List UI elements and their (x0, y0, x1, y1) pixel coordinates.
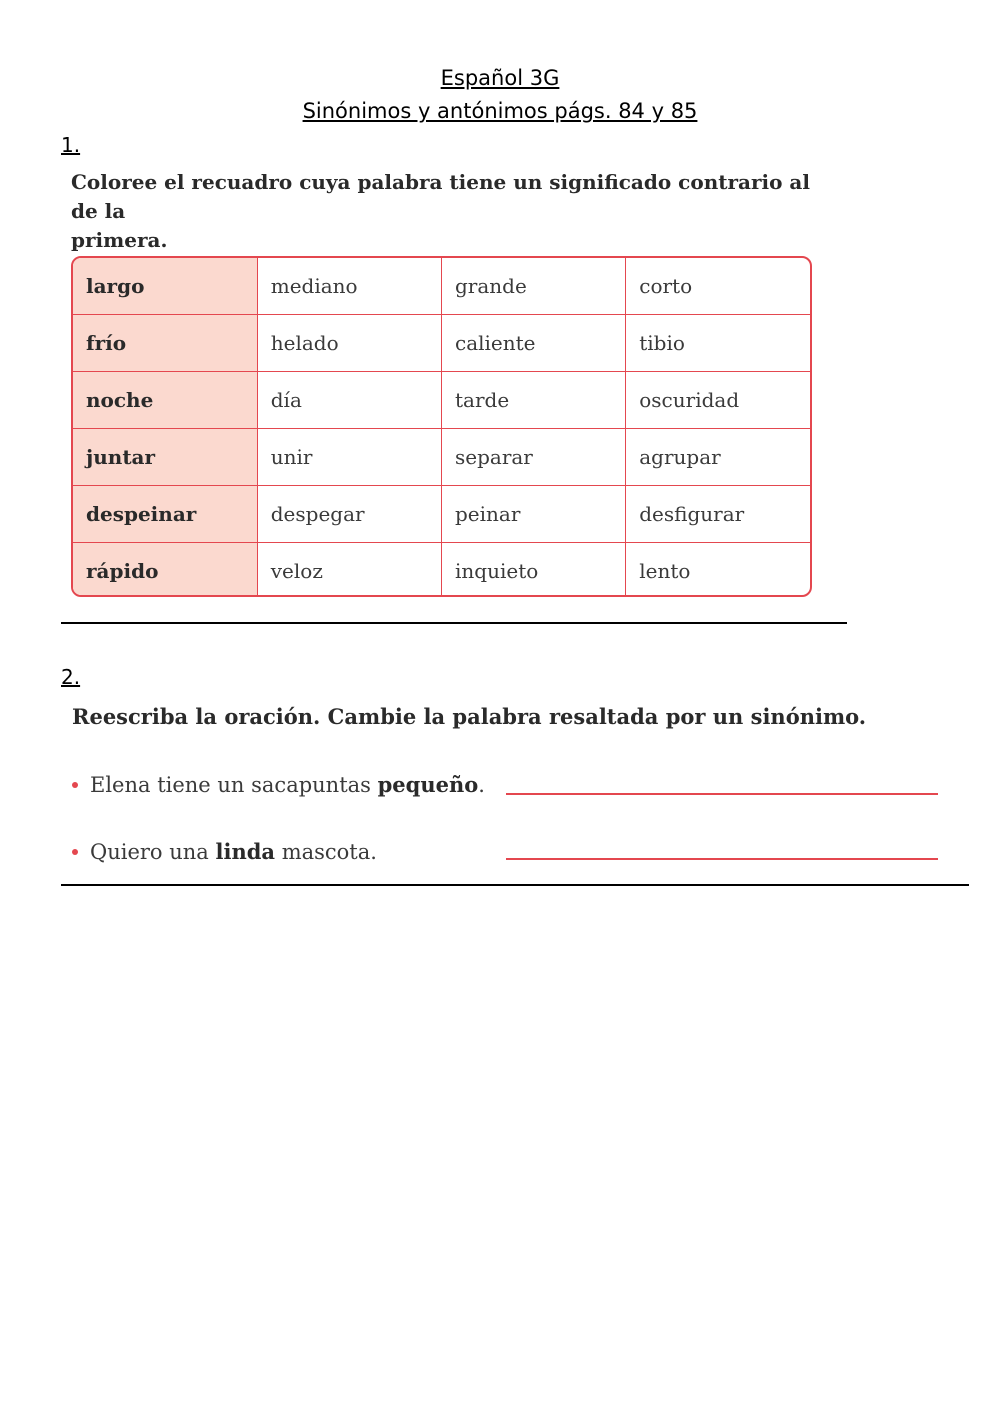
table-row (73, 543, 810, 598)
table-option-cell[interactable]: tarde (442, 372, 626, 429)
table-option-cell[interactable]: unir (257, 429, 441, 486)
worksheet-subtitle: Sinónimos y antónimos págs. 84 y 85 (302, 99, 698, 123)
section-1-instruction-line-1: Coloree el recuadro cuya palabra tiene un significado contrario al de la (71, 170, 810, 223)
answer-line-1[interactable] (506, 793, 938, 795)
section-divider (61, 622, 847, 624)
table-option-cell[interactable]: caliente (442, 315, 626, 372)
highlighted-word: pequeño (377, 772, 479, 797)
sentence-text-before: Quiero una (90, 840, 216, 864)
table-head-word: largo (73, 258, 257, 315)
table-option-cell[interactable]: corto (626, 258, 810, 315)
table-option-cell[interactable]: despegar (257, 486, 441, 543)
section-1-number: 1. (61, 133, 81, 157)
sentence-text-after: mascota. (275, 840, 377, 864)
bullet-icon (72, 849, 78, 855)
table-row (73, 258, 810, 315)
table-row (73, 429, 810, 486)
table-option-cell[interactable]: desfigurar (626, 486, 810, 543)
section-2-instruction: Reescriba la oración. Cambie la palabra resaltada por un sinónimo. (72, 704, 867, 729)
section-divider-bottom (61, 884, 969, 886)
table-option-cell[interactable]: día (257, 372, 441, 429)
section-1-instruction-line-2: primera. (71, 228, 168, 252)
table-option-cell[interactable]: tibio (626, 315, 810, 372)
table-option-cell[interactable]: helado (257, 315, 441, 372)
sentence-item (72, 770, 485, 800)
table-option-cell[interactable]: oscuridad (626, 372, 810, 429)
table-option-cell[interactable]: mediano (257, 258, 441, 315)
table-row (73, 372, 810, 429)
table-option-cell[interactable]: grande (442, 258, 626, 315)
table-row (73, 486, 810, 543)
worksheet-title: Español 3G (440, 66, 560, 90)
sentence-text-after: . (478, 773, 485, 797)
table-head-word: despeinar (73, 486, 257, 543)
section-1-instruction (71, 168, 831, 255)
table-row (73, 315, 810, 372)
table-option-cell[interactable]: lento (626, 543, 810, 598)
table-head-word: frío (73, 315, 257, 372)
table-head-word: rápido (73, 543, 257, 598)
table-head-word: juntar (73, 429, 257, 486)
answer-line-2[interactable] (506, 858, 938, 860)
highlighted-word: linda (215, 839, 276, 864)
table-option-cell[interactable]: inquieto (442, 543, 626, 598)
section-2-number: 2. (61, 665, 81, 689)
bullet-icon (72, 782, 78, 788)
table-option-cell[interactable]: separar (442, 429, 626, 486)
table-option-cell[interactable]: agrupar (626, 429, 810, 486)
sentence-item (72, 837, 377, 867)
table-option-cell[interactable]: veloz (257, 543, 441, 598)
antonym-table (71, 256, 812, 597)
sentence-text-before: Elena tiene un sacapuntas (90, 773, 378, 797)
table-head-word: noche (73, 372, 257, 429)
table-option-cell[interactable]: peinar (442, 486, 626, 543)
